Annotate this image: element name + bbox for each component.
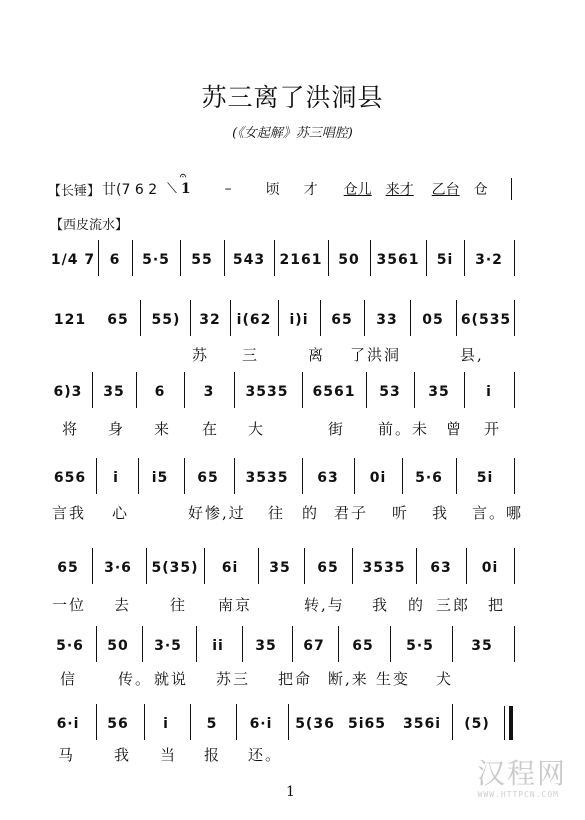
bar-line	[98, 240, 99, 276]
measure: 5(35)	[151, 560, 199, 576]
measure: 65	[331, 312, 353, 328]
bar-line	[96, 626, 97, 662]
score-row-3	[48, 372, 516, 416]
measure: 543	[232, 252, 266, 268]
measure: 55)	[151, 312, 181, 328]
bar-line	[292, 626, 293, 662]
measure: 0i	[369, 470, 387, 486]
bar-line	[354, 458, 355, 494]
measure: 6(535	[460, 312, 512, 328]
measure: 5·6	[56, 638, 84, 654]
bar-line	[426, 240, 427, 276]
measure: 65	[107, 312, 129, 328]
measure: 50	[107, 638, 129, 654]
lyric: 的	[302, 504, 320, 522]
bar-line	[190, 704, 191, 740]
score-row-6	[48, 626, 516, 670]
bar-line	[274, 240, 275, 276]
lyric: 南京	[218, 596, 253, 614]
lyric: 了洪洞	[350, 346, 402, 364]
prelude-fermata	[179, 169, 191, 197]
measure: 50	[338, 252, 360, 268]
lyric: 街	[328, 420, 346, 438]
measure: 5·5	[406, 638, 434, 654]
prelude-slash: ⟍	[167, 181, 177, 197]
measure: 53	[379, 384, 401, 400]
measure: 6·i	[56, 716, 80, 732]
lyric: 报	[204, 746, 222, 764]
bar-line	[180, 240, 181, 276]
percussion-4: 来才	[385, 182, 414, 198]
lyric: 来	[154, 420, 172, 438]
measure: 3535	[245, 384, 289, 400]
score-row-5	[48, 548, 516, 592]
lyric: 前。未	[378, 420, 430, 438]
bar-line	[184, 372, 185, 408]
lyric: 好惨,过	[188, 504, 246, 522]
final-bar-line	[504, 706, 505, 740]
prelude-fermata-note: 1	[180, 181, 191, 197]
measure: i	[113, 470, 119, 486]
bar-line	[514, 458, 515, 494]
measure: i	[163, 716, 169, 732]
bar-line	[390, 626, 391, 662]
bar-line	[464, 240, 465, 276]
measure: 35	[428, 384, 450, 400]
lyric: 离	[308, 346, 326, 364]
percussion-5: 乙台	[431, 182, 460, 198]
bar-line	[142, 626, 143, 662]
measure: 0i	[481, 560, 499, 576]
lyric: 君子	[334, 504, 369, 522]
measure: 55	[191, 252, 213, 268]
lyric: 把命	[278, 670, 313, 688]
bar-line	[514, 626, 515, 662]
bar-line	[224, 240, 225, 276]
lyric-line-3	[52, 502, 522, 528]
bar-line	[514, 548, 515, 584]
measure: 33	[376, 312, 398, 328]
page-subtitle: (《女起解》苏三唱腔)	[232, 126, 353, 141]
lyric: 还。	[248, 746, 283, 764]
lyric: 曾	[446, 420, 464, 438]
measure: 3·6	[104, 560, 132, 576]
measure: 6	[109, 252, 121, 268]
section-tag: 【西皮流水】	[50, 218, 129, 233]
measure: 63	[430, 560, 452, 576]
measure: 5i65	[347, 716, 387, 732]
lyric: 往	[170, 596, 188, 614]
prelude-tag: 【长锤】	[48, 183, 101, 199]
lyric: 在	[202, 420, 220, 438]
bar-line	[184, 458, 185, 494]
score-row-1	[48, 240, 516, 284]
score-row-2	[48, 300, 516, 344]
percussion-2: 才	[303, 182, 318, 198]
bar-line	[236, 704, 237, 740]
lyric: 犬	[436, 670, 454, 688]
measure: 63	[317, 470, 339, 486]
measure: 35	[255, 638, 277, 654]
measure: 656	[53, 470, 87, 486]
measure: 5i	[476, 470, 494, 486]
bar-line	[302, 372, 303, 408]
final-bar-line-thick	[509, 706, 513, 740]
bar-line	[366, 372, 367, 408]
bar-line	[190, 300, 191, 336]
bar-line	[452, 704, 453, 740]
bar-line	[402, 458, 403, 494]
bar-line	[96, 704, 97, 740]
bar-line	[320, 300, 321, 336]
bar-line	[138, 458, 139, 494]
measure: 121	[53, 312, 87, 328]
measure: 3535	[362, 560, 406, 576]
lyric: 的	[408, 596, 426, 614]
score-row-4	[48, 458, 516, 502]
prelude-dash: –	[224, 181, 232, 197]
bar-line	[456, 458, 457, 494]
lyric: 断,来	[328, 670, 369, 688]
lyric: 去	[114, 596, 132, 614]
bar-line	[196, 626, 197, 662]
bar-line	[136, 372, 137, 408]
bar-line	[452, 626, 453, 662]
bar-line	[140, 300, 141, 336]
measure: 56	[107, 716, 129, 732]
measure: 6·i	[249, 716, 273, 732]
bar-line	[230, 300, 231, 336]
lyric: 我	[432, 504, 450, 522]
measure: ii	[212, 638, 224, 654]
bar-line	[328, 240, 329, 276]
lyric: 一位	[52, 596, 87, 614]
lyric-line-1	[52, 344, 522, 370]
measure: 2161	[279, 252, 323, 268]
page-title: 苏三离了洪洞县	[201, 83, 384, 112]
bar-line	[304, 548, 305, 584]
bar-line	[514, 372, 515, 408]
measure: 35	[103, 384, 125, 400]
measure: i	[486, 384, 492, 400]
lyric: 苏	[192, 346, 210, 364]
measure: 32	[199, 312, 221, 328]
measure: 3561	[376, 252, 420, 268]
bar-line	[410, 300, 411, 336]
measure: 6561	[312, 384, 356, 400]
bar-line	[364, 300, 365, 336]
lyric: 我	[372, 596, 390, 614]
bar-line	[338, 626, 339, 662]
percussion-1: 顷	[265, 182, 280, 198]
lyric: 言。哪	[472, 504, 524, 522]
measure: 1/4 7	[50, 252, 96, 268]
bar-line	[456, 300, 457, 336]
bar-line	[416, 548, 417, 584]
bar-line	[146, 548, 147, 584]
watermark-url: WWW.HTTPCN.COM	[477, 790, 559, 799]
fermata-icon: 𝄐	[179, 169, 187, 182]
lyric-line-5	[52, 668, 522, 694]
bar-line	[514, 300, 515, 336]
lyric: 心	[112, 504, 130, 522]
measure: 5	[206, 716, 218, 732]
lyric: 马	[58, 746, 76, 764]
lyric: 生变	[376, 670, 411, 688]
bar-line	[464, 372, 465, 408]
percussion-6: 仓	[473, 182, 488, 198]
lyric: 听	[392, 504, 410, 522]
percussion-3: 仓儿	[343, 182, 372, 198]
lyric: 言我	[52, 504, 87, 522]
lyric: 身	[108, 420, 126, 438]
bar-line	[92, 548, 93, 584]
bar-line	[278, 300, 279, 336]
bar-line	[352, 548, 353, 584]
lyric: 当	[160, 746, 178, 764]
lyric: 信	[60, 670, 78, 688]
bar-line	[302, 458, 303, 494]
lyric: 往	[268, 504, 286, 522]
bar-line	[132, 240, 133, 276]
measure: 3·5	[154, 638, 182, 654]
lyric: 三	[242, 346, 260, 364]
measure: 65	[317, 560, 339, 576]
measure: 6)3	[53, 384, 83, 400]
bar-line	[242, 626, 243, 662]
measure: 5·6	[415, 470, 443, 486]
lyric: 县,	[460, 346, 484, 364]
bar-line	[96, 458, 97, 494]
lyric-line-4	[52, 594, 522, 620]
lyric-line-2	[52, 418, 522, 444]
measure: 35	[471, 638, 493, 654]
bar-line	[234, 458, 235, 494]
bar-line	[92, 372, 93, 408]
bar-line	[288, 704, 289, 740]
page-number: 1	[286, 784, 295, 800]
measure: 6i	[221, 560, 239, 576]
measure: 3·2	[475, 252, 503, 268]
measure: 65	[57, 560, 79, 576]
measure: 35	[269, 560, 291, 576]
lyric: 传。	[118, 670, 153, 688]
bar-line	[370, 240, 371, 276]
lyric: 把	[488, 596, 506, 614]
measure: 5i	[436, 252, 454, 268]
measure: (5)	[464, 716, 490, 732]
score-row-7	[48, 704, 516, 748]
measure: 5·5	[142, 252, 170, 268]
bar-line	[414, 372, 415, 408]
bar-line	[466, 548, 467, 584]
measure: i)i	[289, 312, 309, 328]
measure: 356i	[402, 716, 442, 732]
bar-line	[514, 240, 515, 276]
bar-line	[258, 548, 259, 584]
lyric: 三郎	[436, 596, 471, 614]
bar-line	[234, 372, 235, 408]
measure: 05	[422, 312, 444, 328]
measure: 65	[197, 470, 219, 486]
lyric: 转,与	[304, 596, 345, 614]
bar-line	[204, 548, 205, 584]
lyric-line-6	[52, 744, 522, 770]
watermark-logo: 汉程网	[476, 757, 567, 790]
lyric: 我	[114, 746, 132, 764]
measure: 5(36	[295, 716, 335, 732]
measure: 3535	[245, 470, 289, 486]
prelude-line	[48, 169, 565, 202]
measure: 3	[203, 384, 215, 400]
measure: 65	[352, 638, 374, 654]
measure: i(62	[236, 312, 272, 328]
measure: i5	[151, 470, 169, 486]
lyric: 将	[62, 420, 80, 438]
lyric: 开	[484, 420, 502, 438]
measure: 67	[303, 638, 325, 654]
lyric: 苏三	[216, 670, 251, 688]
bar-line	[144, 704, 145, 740]
measure: 6	[154, 384, 166, 400]
bar-line	[511, 178, 512, 200]
lyric: 就说	[154, 670, 189, 688]
prelude-notes: 廿(7 6 2	[102, 182, 158, 198]
lyric: 大	[248, 420, 266, 438]
